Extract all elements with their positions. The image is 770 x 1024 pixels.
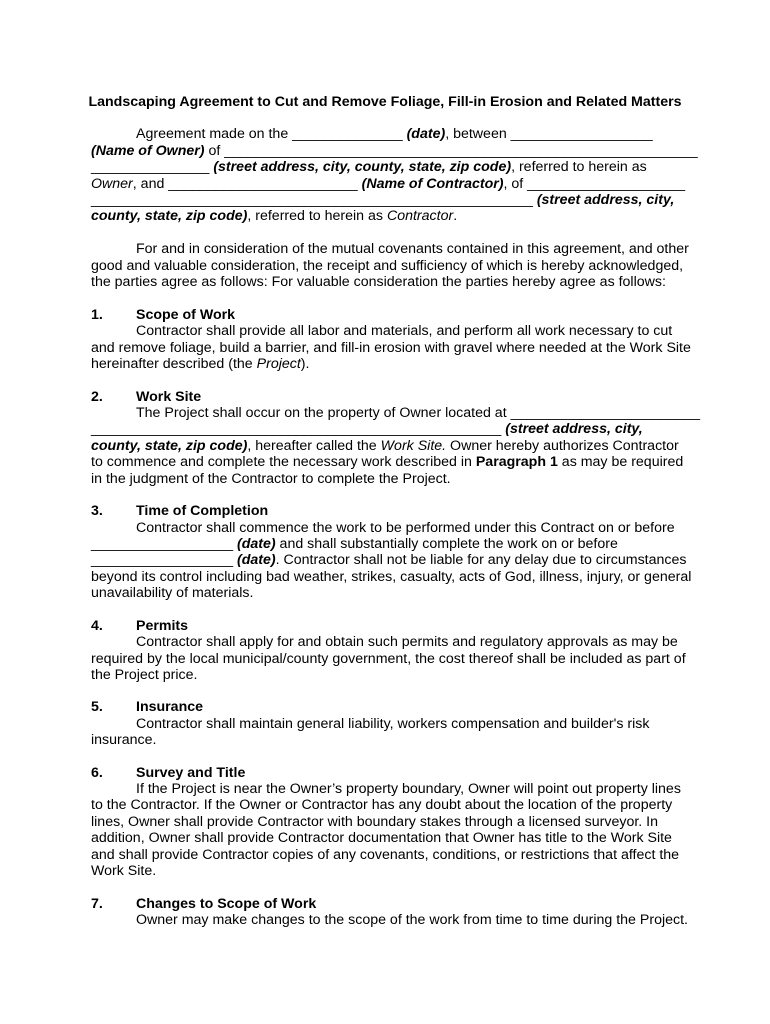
section-3-line-2: __________________ (date) and shall substantially complete the work on or before: [91, 536, 618, 552]
section-7-number: 7.: [91, 896, 103, 912]
section-5-line-1: Contractor shall maintain general liability, workers compensation and builder's risk: [136, 716, 650, 732]
section-6-line-1: If the Project is near the Owner’s property boundary, Owner will point out property lines: [136, 781, 681, 797]
section-1-heading: Scope of Work: [136, 307, 236, 323]
section-6-number: 6.: [91, 765, 103, 781]
intro-line-2: (Name of Owner) of ____________________________________________________________: [91, 143, 698, 159]
section-4-line-2: required by the local municipal/county government, the cost thereof shall be included as part of: [91, 651, 686, 667]
intro-line-1: Agreement made on the ______________ (date), between __________________: [136, 126, 653, 142]
intro-line-4: Owner, and ________________________ (Name of Contractor), of ____________________: [91, 176, 685, 192]
section-1-number: 1.: [91, 307, 103, 323]
section-3-line-4: beyond its control including bad weather, strikes, casualty, acts of God, illness, injury, or general: [91, 569, 692, 585]
section-2-heading: Work Site: [136, 389, 202, 405]
section-6-line-3: lines, Owner shall provide Contractor with boundary stakes through a licensed surveyor. In: [91, 814, 659, 830]
section-7-line-1: Owner may make changes to the scope of the work from time to time during the Project.: [136, 912, 688, 928]
section-5-number: 5.: [91, 699, 103, 715]
intro-line-6: county, state, zip code), referred to herein as Contractor.: [91, 208, 458, 224]
section-1-line-1: Contractor shall provide all labor and materials, and perform all work necessary to cut: [136, 323, 673, 339]
section-7-heading: Changes to Scope of Work: [136, 896, 317, 912]
section-3-line-1: Contractor shall commence the work to be performed under this Contract on or before: [136, 520, 675, 536]
intro-line-5: ________________________________________________________ (street address, city,: [91, 192, 675, 208]
section-6-heading: Survey and Title: [136, 765, 246, 781]
section-2-line-5: in the judgment of the Contractor to complete the Project.: [91, 471, 451, 487]
section-1-line-3: hereinafter described (the Project).: [91, 356, 310, 372]
intro-line-3: _______________ (street address, city, county, state, zip code), referred to herein as: [91, 159, 647, 175]
section-6-line-4: addition, Owner shall provide Contractor documentation that Owner has title to the Work Site: [91, 830, 672, 846]
section-3-line-5: unavailability of materials.: [91, 585, 254, 601]
section-4-line-3: the Project price.: [91, 667, 198, 683]
section-6-line-5: and shall provide Contractor copies of any covenants, conditions, or restrictions that affect the: [91, 847, 680, 863]
section-5-line-2: insurance.: [91, 732, 157, 748]
section-2-line-3: county, state, zip code), hereafter called the Work Site. Owner hereby authorizes Contractor: [91, 438, 679, 454]
section-2-line-1: The Project shall occur on the property of Owner located at ________________________: [136, 405, 700, 421]
consideration-line-3: the parties agree as follows: For valuable consideration the parties hereby agree as follows:: [91, 274, 666, 290]
section-2-line-4: to commence and complete the necessary work described in Paragraph 1 as may be required: [91, 454, 684, 470]
section-2-number: 2.: [91, 389, 103, 405]
section-1-line-2: and remove foliage, build a barrier, and fill-in erosion with gravel where needed at the Work Site: [91, 340, 691, 356]
document-title: Landscaping Agreement to Cut and Remove Foliage, Fill-in Erosion and Related Matters: [88, 94, 682, 110]
section-6-line-6: Work Site.: [91, 863, 157, 879]
section-4-line-1: Contractor shall apply for and obtain such permits and regulatory approvals as may be: [136, 634, 678, 650]
section-6-line-2: to the Contractor. If the Owner or Contractor has any doubt about the location of the property: [91, 797, 673, 813]
section-2-line-2: ____________________________________________________ (street address, city,: [91, 421, 643, 437]
section-4-heading: Permits: [136, 618, 189, 634]
section-3-number: 3.: [91, 503, 103, 519]
consideration-line-2: good and valuable consideration, the receipt and sufficiency of which is hereby acknowledged,: [91, 258, 684, 274]
consideration-line-1: For and in consideration of the mutual covenants contained in this agreement, and other: [136, 241, 689, 257]
section-3-heading: Time of Completion: [136, 503, 269, 519]
section-3-line-3: __________________ (date). Contractor shall not be liable for any delay due to circumstances: [91, 552, 687, 568]
section-4-number: 4.: [91, 618, 103, 634]
section-5-heading: Insurance: [136, 699, 204, 715]
